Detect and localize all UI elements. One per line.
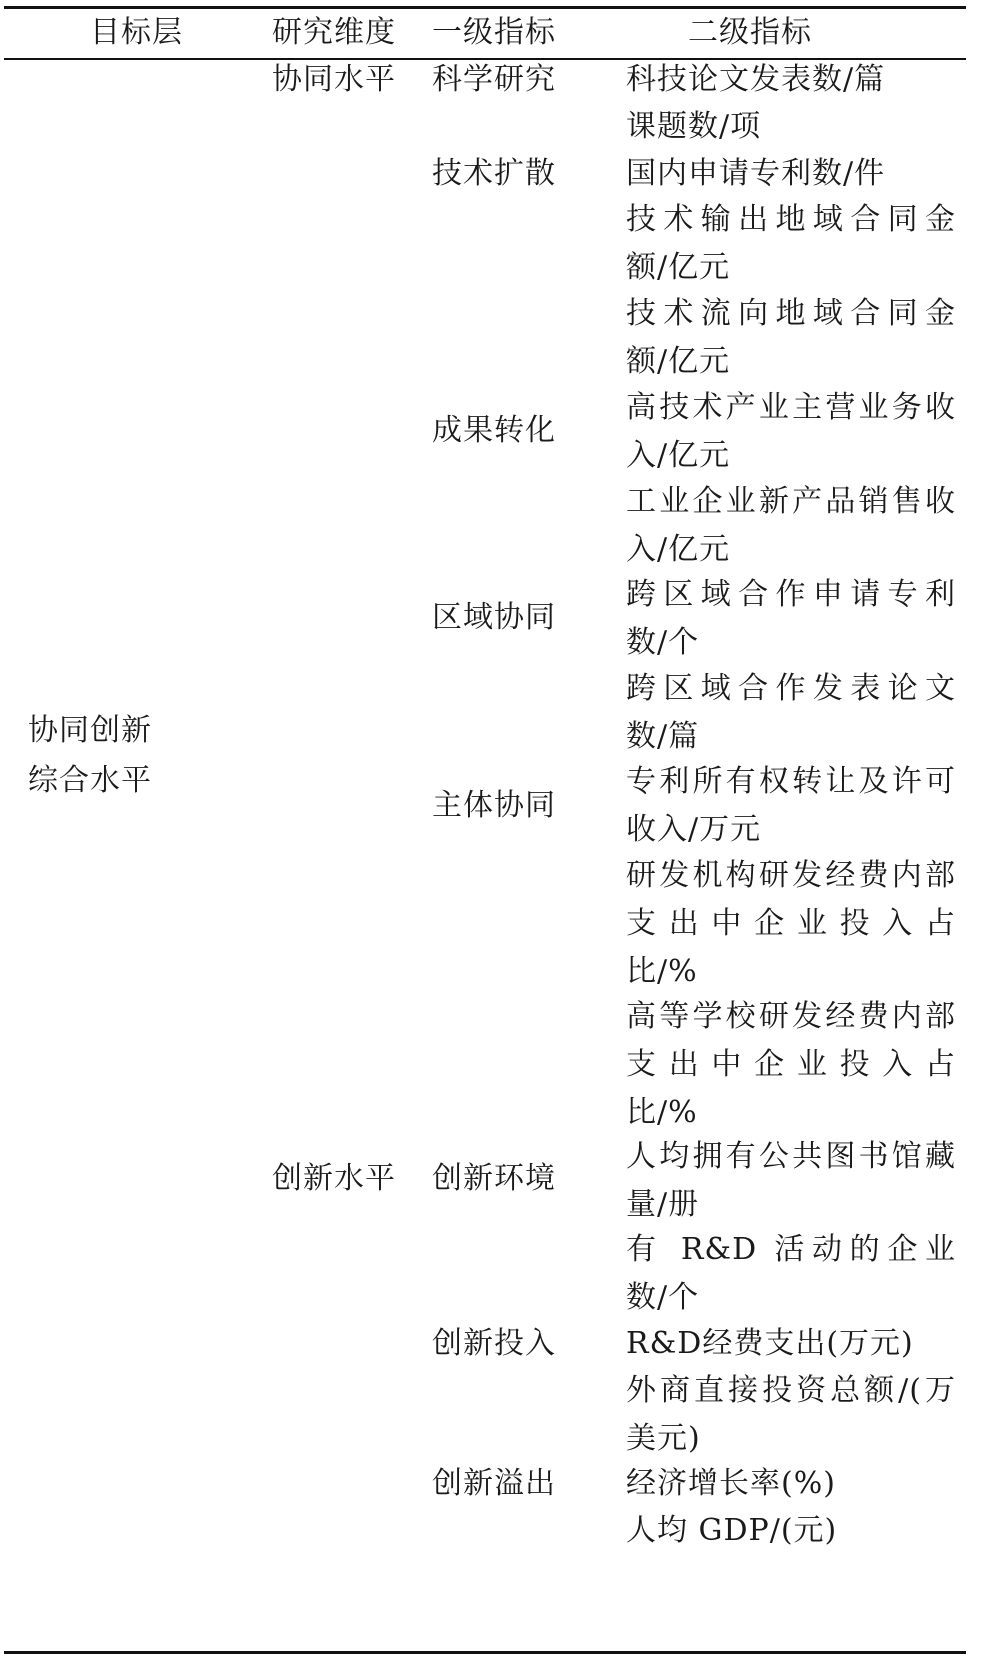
header-research-dimension: 研究维度	[272, 15, 396, 50]
level2-line: 课题数/项	[626, 109, 762, 144]
level2-line: 技术流向地域合同金	[626, 296, 956, 331]
level2-indicator-cell	[626, 1320, 956, 1368]
level2-line: 有 R&D 活动的企业	[626, 1232, 956, 1267]
level2-line: 比/%	[626, 954, 698, 989]
level2-line: 数/个	[626, 625, 700, 660]
level1-indicator-cell: 创新投入	[432, 1326, 556, 1361]
level2-line: 额/亿元	[626, 344, 731, 379]
level1-indicator-cell: 创新溢出	[432, 1466, 556, 1501]
level2-line: 收入/万元	[626, 812, 762, 847]
level2-line: 人均 GDP/(元)	[626, 1513, 838, 1548]
level2-indicator-cell	[626, 196, 956, 292]
level2-indicator-cell	[626, 1367, 956, 1463]
level2-line: 入/亿元	[626, 438, 731, 473]
level2-line: 专利所有权转让及许可	[626, 764, 956, 799]
level2-indicator-cell	[626, 1507, 956, 1555]
level2-line: 美元)	[626, 1421, 701, 1456]
level2-indicator-cell	[626, 665, 956, 761]
level1-indicator-cell: 技术扩散	[432, 156, 556, 191]
level1-indicator-cell: 创新环境	[432, 1161, 556, 1196]
level2-line: 量/册	[626, 1187, 700, 1222]
level2-indicator-cell	[626, 478, 956, 574]
level2-line: 高技术产业主营业务收	[626, 390, 956, 425]
level2-indicator-cell	[626, 290, 956, 386]
level1-indicator-cell: 成果转化	[432, 413, 556, 448]
header-level2-indicator: 二级指标	[688, 15, 812, 50]
level2-line: 跨区域合作申请专利	[626, 577, 956, 612]
level2-indicator-cell	[626, 384, 956, 480]
level2-indicator-cell	[626, 56, 956, 104]
level2-line: 数/篇	[626, 719, 700, 754]
level2-line: R&D经费支出(万元)	[626, 1326, 914, 1361]
level2-line: 工业企业新产品销售收	[626, 484, 956, 519]
level1-indicator-cell: 科学研究	[432, 62, 556, 97]
level2-indicator-cell	[626, 758, 956, 854]
level2-indicator-cell	[626, 1226, 956, 1322]
level2-line: 外商直接投资总额/(万	[626, 1373, 956, 1408]
level1-indicator-cell: 区域协同	[432, 600, 556, 635]
dimension-cell: 协同水平	[272, 62, 396, 97]
level2-line: 入/亿元	[626, 532, 731, 567]
level2-line: 国内申请专利数/件	[626, 156, 886, 191]
level2-line: 高等学校研发经费内部	[626, 999, 956, 1034]
level2-indicator-cell	[626, 103, 956, 151]
level2-line: 比/%	[626, 1095, 698, 1130]
level2-line: 额/亿元	[626, 250, 731, 285]
level2-line: 跨区域合作发表论文	[626, 671, 956, 706]
table-bottom-rule	[4, 1651, 966, 1654]
level2-line: 研发机构研发经费内部	[626, 858, 956, 893]
level2-line: 支出中企业投入占	[626, 906, 956, 941]
target-level-cell: 协同创新 综合水平	[28, 713, 152, 798]
level2-line: 技术输出地域合同金	[626, 202, 956, 237]
level2-indicator-cell	[626, 852, 956, 996]
level2-indicator-cell	[626, 150, 956, 198]
dimension-cell: 创新水平	[272, 1161, 396, 1196]
level2-indicator-cell	[626, 1133, 956, 1229]
level2-indicator-cell	[626, 1460, 956, 1508]
level2-line: 数/个	[626, 1280, 700, 1315]
level2-indicator-cell	[626, 571, 956, 667]
level2-line: 科技论文发表数/篇	[626, 62, 886, 97]
header-target-level: 目标层	[90, 15, 183, 50]
level2-line: 人均拥有公共图书馆藏	[626, 1139, 956, 1174]
level2-indicator-cell	[626, 993, 956, 1137]
level2-line: 经济增长率(%)	[626, 1466, 836, 1501]
level2-line: 支出中企业投入占	[626, 1047, 956, 1082]
level1-indicator-cell: 主体协同	[432, 788, 556, 823]
header-level1-indicator: 一级指标	[432, 15, 556, 50]
